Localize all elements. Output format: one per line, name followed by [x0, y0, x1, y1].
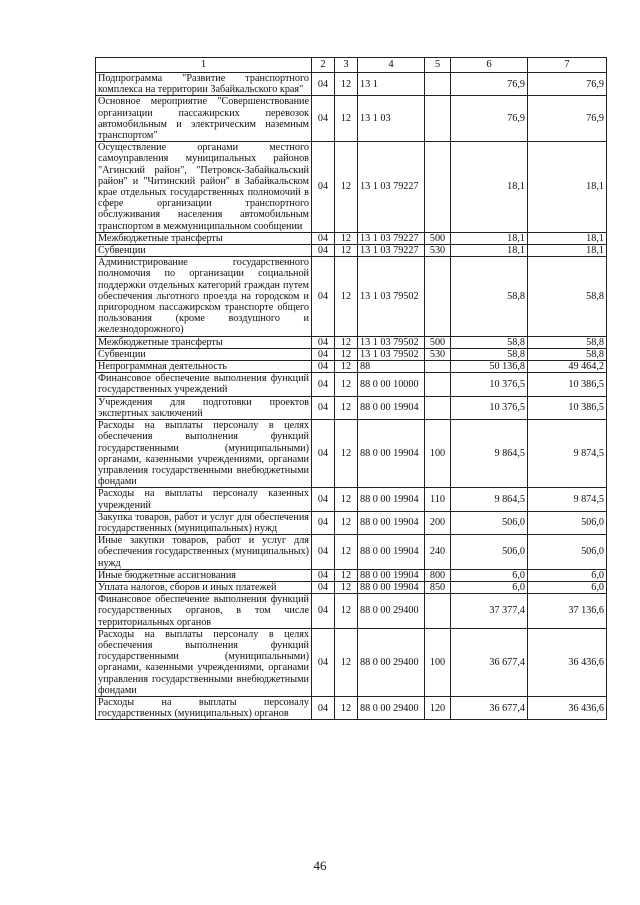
table-row — [96, 488, 607, 511]
row-value-cell: 12 — [335, 396, 358, 419]
row-value-cell: 18,1 — [528, 142, 607, 233]
row-value-cell: 13 1 03 79227 — [358, 245, 425, 257]
row-value-cell: 76,9 — [528, 73, 607, 96]
table-row — [96, 361, 607, 373]
row-value-cell: 12 — [335, 581, 358, 593]
row-value-cell: 506,0 — [528, 511, 607, 534]
row-value-cell: 58,8 — [528, 336, 607, 348]
row-value-cell: 240 — [425, 535, 451, 570]
row-name-cell: Финансовое обеспечение выполнения функций государственных учреждений — [96, 373, 312, 396]
row-value-cell: 12 — [335, 628, 358, 696]
row-value-cell: 12 — [335, 96, 358, 142]
row-value-cell: 12 — [335, 535, 358, 570]
row-name-cell: Иные закупки товаров, работ и услуг для обеспечения государственных (муниципальных) нужд — [96, 535, 312, 570]
column-header: 2 — [312, 58, 335, 73]
row-value-cell: 36 677,4 — [451, 696, 528, 719]
row-value-cell: 04 — [312, 420, 335, 488]
row-value-cell: 88 0 00 19904 — [358, 396, 425, 419]
row-value-cell: 12 — [335, 142, 358, 233]
row-value-cell: 88 0 00 19904 — [358, 569, 425, 581]
row-name-cell: Закупка товаров, работ и услуг для обеспечения государственных (муниципальных) нужд — [96, 511, 312, 534]
row-value-cell: 88 0 00 19904 — [358, 420, 425, 488]
row-value-cell: 6,0 — [451, 581, 528, 593]
row-value-cell — [425, 96, 451, 142]
table-row — [96, 594, 607, 629]
table-row — [96, 245, 607, 257]
column-header: 6 — [451, 58, 528, 73]
table-row — [96, 257, 607, 336]
row-value-cell: 58,8 — [528, 257, 607, 336]
row-name-cell: Расходы на выплаты персоналу в целях обеспечения выполнения функций государственными (муниципальными) органами, казенными учреждениями, органами управления государственными внебюджетными фондами — [96, 420, 312, 488]
table-row — [96, 336, 607, 348]
table-row — [96, 569, 607, 581]
table-row — [96, 535, 607, 570]
row-value-cell: 500 — [425, 232, 451, 244]
row-value-cell: 04 — [312, 569, 335, 581]
row-value-cell: 506,0 — [451, 535, 528, 570]
column-header: 5 — [425, 58, 451, 73]
row-value-cell: 10 376,5 — [451, 396, 528, 419]
row-value-cell: 10 386,5 — [528, 396, 607, 419]
row-value-cell: 800 — [425, 569, 451, 581]
row-value-cell: 12 — [335, 73, 358, 96]
row-value-cell: 13 1 — [358, 73, 425, 96]
row-value-cell: 88 0 00 29400 — [358, 696, 425, 719]
row-value-cell: 76,9 — [451, 73, 528, 96]
table-row — [96, 420, 607, 488]
row-value-cell: 37 377,4 — [451, 594, 528, 629]
table-header-row — [96, 58, 607, 73]
row-value-cell — [425, 257, 451, 336]
table-row — [96, 142, 607, 233]
row-value-cell: 88 — [358, 361, 425, 373]
column-header: 4 — [358, 58, 425, 73]
row-name-cell: Основное мероприятие "Совершенствование организации пассажирских перевозок автомобильным и электрическим наземным транспортом" — [96, 96, 312, 142]
row-name-cell: Расходы на выплаты персоналу в целях обеспечения выполнения функций государственными (муниципальными) органами, казенными учреждениями, органами управления государственными внебюджетными фондами — [96, 628, 312, 696]
row-name-cell: Подпрограмма "Развитие транспортного комплекса на территории Забайкальского края" — [96, 73, 312, 96]
row-value-cell: 12 — [335, 257, 358, 336]
row-value-cell: 12 — [335, 373, 358, 396]
row-value-cell: 9 874,5 — [528, 488, 607, 511]
row-value-cell: 12 — [335, 245, 358, 257]
row-value-cell: 04 — [312, 257, 335, 336]
row-value-cell: 10 386,5 — [528, 373, 607, 396]
row-name-cell: Субвенции — [96, 245, 312, 257]
table-row — [96, 373, 607, 396]
row-value-cell: 506,0 — [451, 511, 528, 534]
row-value-cell: 36 436,6 — [528, 696, 607, 719]
row-name-cell: Уплата налогов, сборов и иных платежей — [96, 581, 312, 593]
row-value-cell: 04 — [312, 581, 335, 593]
row-value-cell: 13 1 03 79502 — [358, 257, 425, 336]
row-name-cell: Межбюджетные трансферты — [96, 336, 312, 348]
row-value-cell: 76,9 — [528, 96, 607, 142]
page-number: 46 — [313, 858, 327, 873]
row-value-cell: 04 — [312, 488, 335, 511]
row-value-cell: 88 0 00 29400 — [358, 594, 425, 629]
row-value-cell: 13 1 03 — [358, 96, 425, 142]
row-value-cell: 58,8 — [451, 348, 528, 360]
row-value-cell: 6,0 — [528, 569, 607, 581]
row-value-cell: 12 — [335, 511, 358, 534]
row-value-cell: 9 864,5 — [451, 488, 528, 511]
row-value-cell: 500 — [425, 336, 451, 348]
row-value-cell: 88 0 00 19904 — [358, 581, 425, 593]
row-value-cell: 12 — [335, 594, 358, 629]
row-value-cell: 04 — [312, 696, 335, 719]
row-value-cell: 37 136,6 — [528, 594, 607, 629]
row-value-cell — [425, 373, 451, 396]
row-value-cell: 88 0 00 10000 — [358, 373, 425, 396]
row-name-cell: Расходы на выплаты персоналу казенных учреждений — [96, 488, 312, 511]
row-name-cell: Финансовое обеспечение выполнения функций государственных органов, в том числе территориальных органов — [96, 594, 312, 629]
row-value-cell: 04 — [312, 373, 335, 396]
row-value-cell: 13 1 03 79227 — [358, 232, 425, 244]
row-name-cell: Межбюджетные трансферты — [96, 232, 312, 244]
row-value-cell: 88 0 00 19904 — [358, 511, 425, 534]
row-value-cell: 18,1 — [451, 245, 528, 257]
row-value-cell: 9 874,5 — [528, 420, 607, 488]
row-value-cell: 76,9 — [451, 96, 528, 142]
row-value-cell: 100 — [425, 420, 451, 488]
row-value-cell: 04 — [312, 594, 335, 629]
row-value-cell: 04 — [312, 361, 335, 373]
table-row — [96, 232, 607, 244]
row-value-cell: 10 376,5 — [451, 373, 528, 396]
column-header: 7 — [528, 58, 607, 73]
row-value-cell — [425, 594, 451, 629]
row-value-cell: 9 864,5 — [451, 420, 528, 488]
row-value-cell: 04 — [312, 142, 335, 233]
row-value-cell: 13 1 03 79502 — [358, 336, 425, 348]
row-value-cell — [425, 73, 451, 96]
row-name-cell: Непрограммная деятельность — [96, 361, 312, 373]
row-value-cell: 12 — [335, 488, 358, 511]
row-value-cell: 04 — [312, 336, 335, 348]
row-value-cell: 04 — [312, 232, 335, 244]
row-value-cell: 13 1 03 79502 — [358, 348, 425, 360]
row-value-cell: 88 0 00 19904 — [358, 488, 425, 511]
table-row — [96, 511, 607, 534]
row-value-cell: 12 — [335, 361, 358, 373]
table-row — [96, 628, 607, 696]
row-value-cell: 04 — [312, 511, 335, 534]
row-name-cell: Субвенции — [96, 348, 312, 360]
table-row — [96, 696, 607, 719]
row-value-cell: 58,8 — [451, 336, 528, 348]
table-row — [96, 348, 607, 360]
row-value-cell: 36 677,4 — [451, 628, 528, 696]
row-value-cell: 36 436,6 — [528, 628, 607, 696]
row-value-cell — [425, 142, 451, 233]
row-value-cell: 04 — [312, 245, 335, 257]
row-value-cell: 04 — [312, 73, 335, 96]
row-value-cell — [425, 396, 451, 419]
row-value-cell: 100 — [425, 628, 451, 696]
row-value-cell: 18,1 — [451, 142, 528, 233]
column-header: 1 — [96, 58, 312, 73]
row-value-cell: 04 — [312, 535, 335, 570]
row-value-cell: 18,1 — [528, 232, 607, 244]
row-value-cell: 12 — [335, 232, 358, 244]
row-value-cell: 6,0 — [451, 569, 528, 581]
row-value-cell: 18,1 — [451, 232, 528, 244]
row-name-cell: Иные бюджетные ассигнования — [96, 569, 312, 581]
row-value-cell: 850 — [425, 581, 451, 593]
row-value-cell: 04 — [312, 396, 335, 419]
row-value-cell: 04 — [312, 628, 335, 696]
budget-table — [95, 57, 607, 720]
row-value-cell: 12 — [335, 336, 358, 348]
row-value-cell: 506,0 — [528, 535, 607, 570]
row-value-cell: 12 — [335, 420, 358, 488]
table-row — [96, 73, 607, 96]
row-value-cell: 6,0 — [528, 581, 607, 593]
row-value-cell: 04 — [312, 96, 335, 142]
row-name-cell: Расходы на выплаты персоналу государственных (муниципальных) органов — [96, 696, 312, 719]
row-value-cell: 88 0 00 19904 — [358, 535, 425, 570]
table-row — [96, 396, 607, 419]
row-value-cell: 12 — [335, 569, 358, 581]
row-value-cell: 18,1 — [528, 245, 607, 257]
row-value-cell: 200 — [425, 511, 451, 534]
row-value-cell: 88 0 00 29400 — [358, 628, 425, 696]
row-value-cell: 50 136,8 — [451, 361, 528, 373]
table-row — [96, 96, 607, 142]
row-value-cell: 58,8 — [451, 257, 528, 336]
row-name-cell: Осуществление органами местного самоуправления муниципальных районов "Агинский район", "Петровск-Забайкальский район" и "Читинский район" в Забайкальском крае отдельных государственных полномочий в сфере организации транспортного обслуживания населения автомобильным транспортом в межмуниципальном сообщении — [96, 142, 312, 233]
row-name-cell: Администрирование государственного полномочия по организации социальной поддержки отдельных категорий граждан путем обеспечения льготного проезда на городском и пригородном пассажирском транспорте общего пользования (кроме воздушного и железнодорожного) — [96, 257, 312, 336]
row-value-cell: 58,8 — [528, 348, 607, 360]
column-header: 3 — [335, 58, 358, 73]
table-row — [96, 581, 607, 593]
row-name-cell: Учреждения для подготовки проектов экспертных заключений — [96, 396, 312, 419]
row-value-cell: 04 — [312, 348, 335, 360]
row-value-cell: 120 — [425, 696, 451, 719]
row-value-cell: 12 — [335, 348, 358, 360]
row-value-cell: 530 — [425, 348, 451, 360]
row-value-cell: 530 — [425, 245, 451, 257]
row-value-cell — [425, 361, 451, 373]
row-value-cell: 110 — [425, 488, 451, 511]
row-value-cell: 13 1 03 79227 — [358, 142, 425, 233]
row-value-cell: 49 464,2 — [528, 361, 607, 373]
row-value-cell: 12 — [335, 696, 358, 719]
